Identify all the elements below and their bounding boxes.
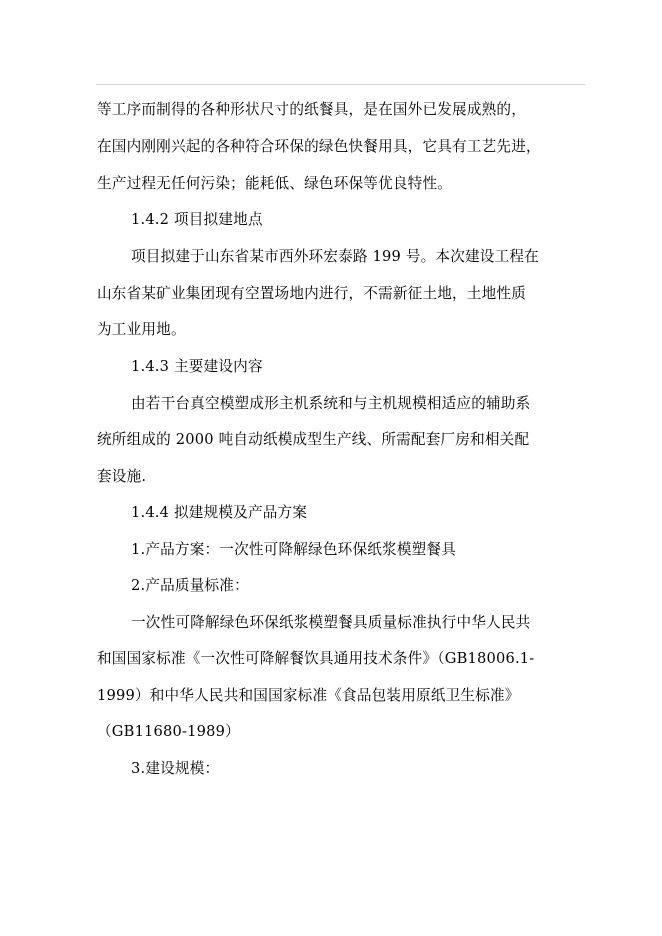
text-line: 和国国家标准《一次性可降解餐饮具通用技术条件》（GB18006.1-	[97, 650, 535, 667]
text-line: （GB11680-1989）	[97, 723, 240, 740]
list-item: 2.产品质量标准：	[131, 577, 249, 594]
text-line: 生产过程无任何污染；能耗低、绿色环保等优良特性。	[97, 175, 453, 192]
text-line: 统所组成的 2000 吨自动纸模成型生产线、所需配套厂房和相关配	[97, 431, 530, 448]
text-line: 由若干台真空模塑成形主机系统和与主机规模相适应的辅助系	[131, 395, 531, 412]
text-line: 1999）和中华人民共和国国家标准《食品包装用原纸卫生标准》	[97, 687, 520, 704]
list-item: 1.产品方案：一次性可降解绿色环保纸浆模塑餐具	[131, 541, 456, 558]
section-heading: 1.4.4 拟建规模及产品方案	[131, 504, 308, 521]
text-line: 在国内刚刚兴起的各种符合环保的绿色快餐用具，它具有工艺先进，	[97, 138, 541, 155]
section-heading: 1.4.2 项目拟建地点	[131, 211, 263, 228]
list-item: 3.建设规模：	[131, 760, 220, 777]
text-line: 套设施.	[97, 468, 147, 485]
section-heading: 1.4.3 主要建设内容	[131, 358, 263, 375]
text-line: 山东省某矿业集团现有空置场地内进行，不需新征土地，土地性质	[97, 285, 527, 302]
text-line: 一次性可降解绿色环保纸浆模塑餐具质量标准执行中华人民共	[131, 614, 531, 631]
text-line: 等工序而制得的各种形状尺寸的纸餐具，是在国外已发展成熟的，	[97, 101, 527, 118]
text-line: 为工业用地。	[97, 321, 186, 338]
header-rule	[96, 84, 586, 85]
text-line: 项目拟建于山东省某市西外环宏泰路 199 号。本次建设工程在	[131, 248, 539, 265]
